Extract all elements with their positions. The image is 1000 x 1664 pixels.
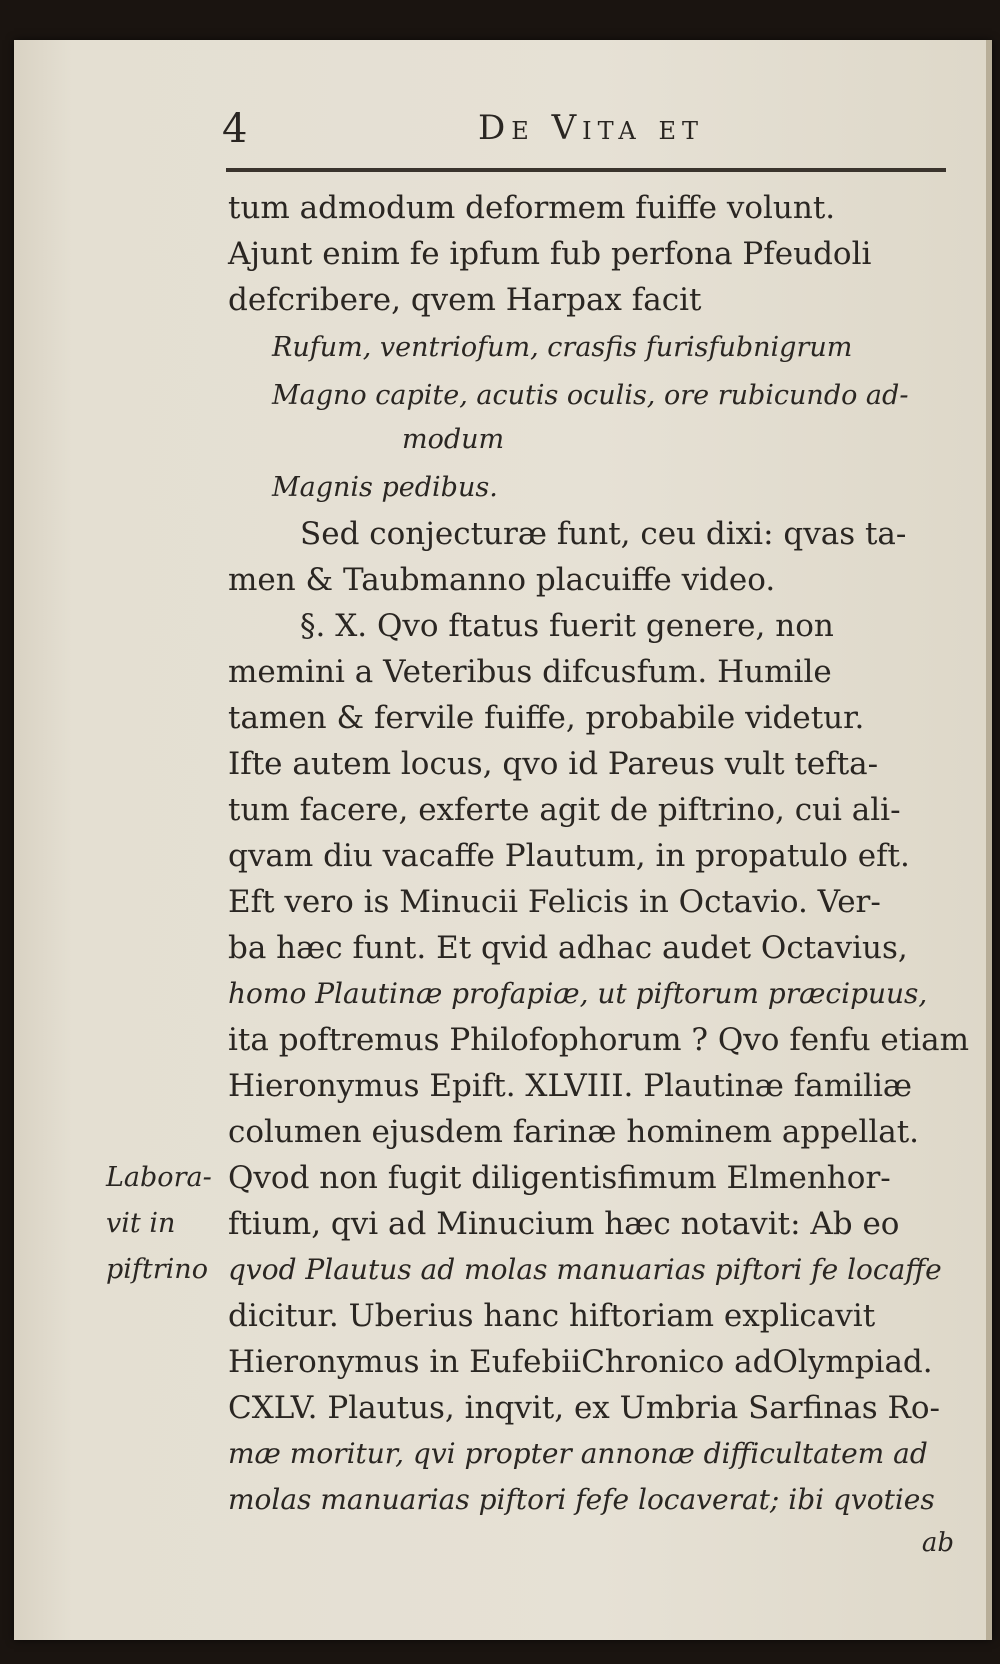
text-line: Eft vero is Minucii Felicis in Octavio. Ver- (228, 884, 881, 920)
text-line: CXLV. Plautus, inqvit, ex Umbria Sarfinas Ro- (228, 1390, 940, 1426)
text-line: mæ moritur, qvi propter annonæ difficultatem ad (228, 1437, 928, 1470)
margin-note: vit in (106, 1208, 176, 1239)
verse-line: Magnis pedibus. (272, 472, 498, 503)
text-line: defcribere, qvem Harpax facit (228, 282, 702, 318)
text-line: tamen & fervile fuiffe, probabile videtur. (228, 700, 865, 736)
text-line: qvam diu vacaffe Plautum, in propatulo eft. (228, 838, 910, 874)
page-number: 4 (222, 106, 248, 152)
text-line: qvod Plautus ad molas manuarias piftori fe locaffe (228, 1253, 942, 1286)
text-line: Sed conjecturæ funt, ceu dixi: qvas ta- (300, 516, 907, 552)
text-line: Hieronymus in EufebiiChronico adOlympiad. (228, 1344, 933, 1380)
text-line: men & Taubmanno placuiffe video. (228, 562, 776, 598)
text-line: §. X. Qvo ftatus fuerit genere, non (300, 608, 834, 644)
text-line: tum admodum deformem fuiffe volunt. (228, 190, 836, 226)
catchword: ab (921, 1528, 954, 1558)
text-line: Ifte autem locus, qvo id Pareus vult tefta- (228, 746, 879, 782)
text-line: Hieronymus Epift. XLVIII. Plautinæ familiæ (228, 1068, 912, 1104)
text-line: molas manuarias piftori fefe locaverat; ibi qvoties (228, 1483, 935, 1516)
margin-note: piftrino (106, 1254, 208, 1285)
margin-note: Labora- (106, 1162, 212, 1193)
text-line: homo Plautinæ profapiæ, ut piftorum præcipuus, (228, 977, 928, 1010)
text-line: columen ejusdem farinæ hominem appellat. (228, 1114, 920, 1150)
header-rule (226, 168, 946, 172)
verse-line: Rufum, ventriofum, crasfis furisfubnigrum (272, 332, 853, 363)
running-title: De Vita et (478, 108, 704, 148)
text-line: Qvod non fugit diligentisfimum Elmenhor- (228, 1160, 891, 1196)
text-line: dicitur. Uberius hanc hiftoriam explicavit (228, 1298, 876, 1334)
verse-line: modum (402, 424, 505, 455)
text-line: ita poftremus Philofophorum ? Qvo fenfu etiam (228, 1022, 969, 1058)
text-line: memini a Veteribus difcusfum. Humile (228, 654, 832, 690)
text-line: ftium, qvi ad Minucium hæc notavit: Ab eo (228, 1206, 900, 1242)
text-line: tum facere, exferte agit de piftrino, cui ali- (228, 792, 901, 828)
text-line: ba hæc funt. Et qvid adhac audet Octavius, (228, 930, 908, 966)
text-line: Ajunt enim fe ipfum fub perfona Pfeudoli (228, 236, 872, 272)
verse-line: Magno capite, acutis oculis, ore rubicundo ad- (272, 380, 909, 411)
